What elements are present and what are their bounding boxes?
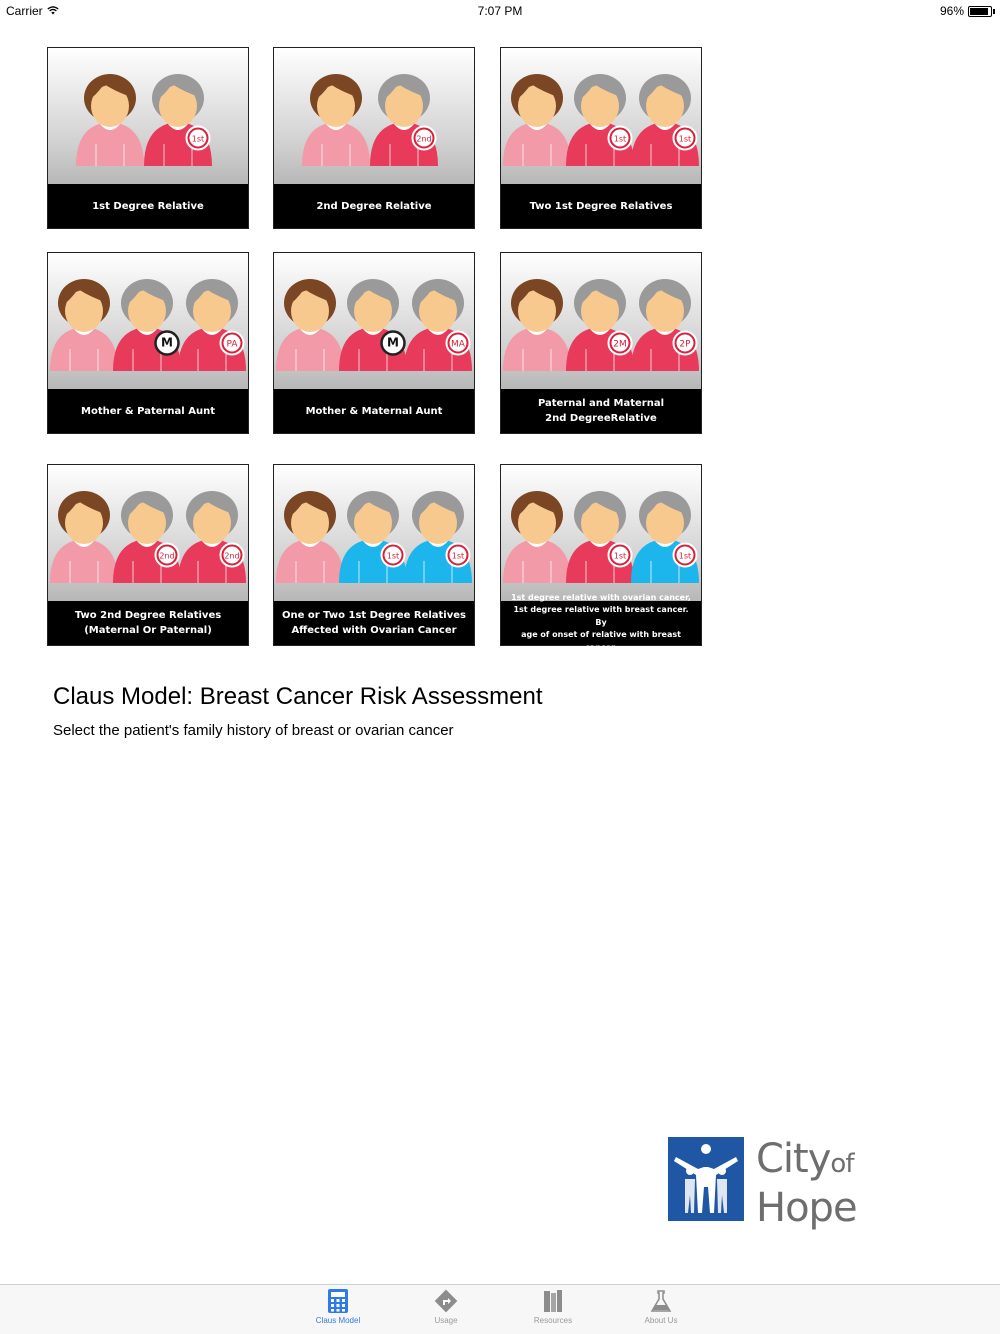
relative-figure — [370, 74, 438, 166]
card-caption: 2nd Degree Relative — [274, 184, 474, 228]
card-first-degree-relative[interactable] — [47, 47, 249, 229]
relative-figure — [302, 74, 370, 166]
badge-label: 1st — [613, 551, 627, 561]
logo-of: of — [830, 1149, 854, 1179]
relative-figure — [503, 491, 571, 583]
logo-city: City — [756, 1136, 831, 1182]
flask-icon — [648, 1288, 674, 1314]
page-subtitle: Select the patient's family history of breast or ovarian cancer — [53, 722, 454, 739]
relatives-illustration — [501, 465, 700, 603]
relatives-illustration — [274, 48, 473, 186]
logo-city-text — [756, 1137, 857, 1186]
badge-label: MA — [451, 339, 465, 350]
badge-label: 1st — [191, 134, 205, 144]
tab-label: Resources — [533, 1316, 573, 1325]
relative-figure — [631, 491, 699, 583]
badge-label: 1st — [678, 551, 692, 561]
badge-label: 1st — [386, 551, 400, 561]
relative-figure — [566, 74, 634, 166]
badge-label: 2nd — [159, 551, 175, 561]
card-caption: Mother & Paternal Aunt — [48, 389, 248, 433]
relative-figure — [178, 491, 246, 583]
card-second-degree-relative[interactable] — [273, 47, 475, 229]
card-caption: Two 2nd Degree Relatives (Maternal Or Paternal) — [48, 601, 248, 645]
logo-hope: Hope — [756, 1185, 857, 1231]
books-icon — [540, 1288, 566, 1314]
tab-usage[interactable] — [406, 1288, 486, 1332]
badge-label: 2P — [679, 339, 691, 350]
card-caption: Mother & Maternal Aunt — [274, 389, 474, 433]
card-mother-paternal-aunt[interactable] — [47, 252, 249, 434]
card-two-first-degree-relatives[interactable] — [500, 47, 702, 229]
card-two-second-degree-relatives[interactable] — [47, 464, 249, 646]
city-of-hope-logo — [668, 1136, 868, 1231]
tab-bar — [0, 1284, 1000, 1334]
relative-figure — [144, 74, 212, 166]
card-mother-maternal-aunt[interactable] — [273, 252, 475, 434]
relative-figure — [631, 279, 699, 371]
relative-figure — [50, 491, 118, 583]
tab-label: Usage — [434, 1316, 458, 1325]
family-logo-icon — [668, 1137, 744, 1221]
relative-figure — [113, 491, 181, 583]
relative-figure — [276, 279, 344, 371]
tab-resources[interactable] — [513, 1288, 593, 1332]
status-bar — [0, 0, 1000, 22]
badge-label: PA — [226, 339, 238, 350]
relatives-illustration — [48, 48, 247, 186]
card-caption: Two 1st Degree Relatives — [501, 184, 701, 228]
card-caption: One or Two 1st Degree Relatives Affected with Ovarian Cancer — [274, 601, 474, 645]
badge-label: 2nd — [224, 551, 240, 561]
card-ovarian-and-breast-cancer[interactable] — [500, 464, 702, 652]
relative-figure — [276, 491, 344, 583]
battery-icon — [968, 6, 992, 17]
relative-figure — [339, 491, 407, 583]
card-caption: 1st Degree Relative — [48, 184, 248, 228]
direction-sign-icon — [433, 1288, 459, 1314]
carrier-label: Carrier — [6, 4, 43, 18]
relative-figure — [339, 279, 407, 371]
card-paternal-maternal-second-degree[interactable] — [500, 252, 702, 434]
badge-label: 2M — [613, 339, 627, 350]
tab-about-us[interactable] — [621, 1288, 701, 1332]
relative-figure — [113, 279, 181, 371]
relative-figure — [404, 491, 472, 583]
relative-figure — [566, 491, 634, 583]
badge-label: 2nd — [416, 134, 432, 144]
relative-figure — [178, 279, 246, 371]
badge-label: 1st — [613, 134, 627, 144]
badge-label: 1st — [678, 134, 692, 144]
relatives-illustration — [48, 465, 247, 603]
tab-label: Claus Model — [315, 1316, 361, 1325]
relatives-illustration — [501, 48, 700, 186]
relative-figure — [503, 74, 571, 166]
battery-fill — [970, 8, 988, 15]
relatives-illustration — [274, 253, 473, 391]
battery-percent: 96% — [939, 4, 964, 18]
relatives-illustration — [274, 465, 473, 603]
relative-figure — [503, 279, 571, 371]
badge-label: 1st — [451, 551, 465, 561]
relative-figure — [566, 279, 634, 371]
tab-label: About Us — [644, 1316, 678, 1325]
calculator-icon — [326, 1288, 350, 1314]
relative-figure — [50, 279, 118, 371]
relatives-illustration — [501, 253, 700, 391]
clock: 7:07 PM — [477, 4, 523, 18]
badge-label: M — [387, 335, 399, 350]
tab-claus-model[interactable] — [298, 1288, 378, 1332]
badge-label: M — [161, 335, 173, 350]
relative-figure — [404, 279, 472, 371]
logo-wordmark — [756, 1137, 857, 1230]
relatives-illustration — [48, 253, 247, 391]
page-title: Claus Model: Breast Cancer Risk Assessment — [53, 683, 543, 710]
relative-figure — [631, 74, 699, 166]
relative-figure — [76, 74, 144, 166]
card-caption: Paternal and Maternal 2nd DegreeRelative — [501, 389, 701, 433]
status-right — [940, 4, 992, 18]
card-caption: 1st degree relative with ovarian cancer, 1st degree relative with breast cancer. By age of onset of relative with breast cancer. — [501, 601, 701, 645]
card-ovarian-cancer-relatives[interactable] — [273, 464, 475, 646]
